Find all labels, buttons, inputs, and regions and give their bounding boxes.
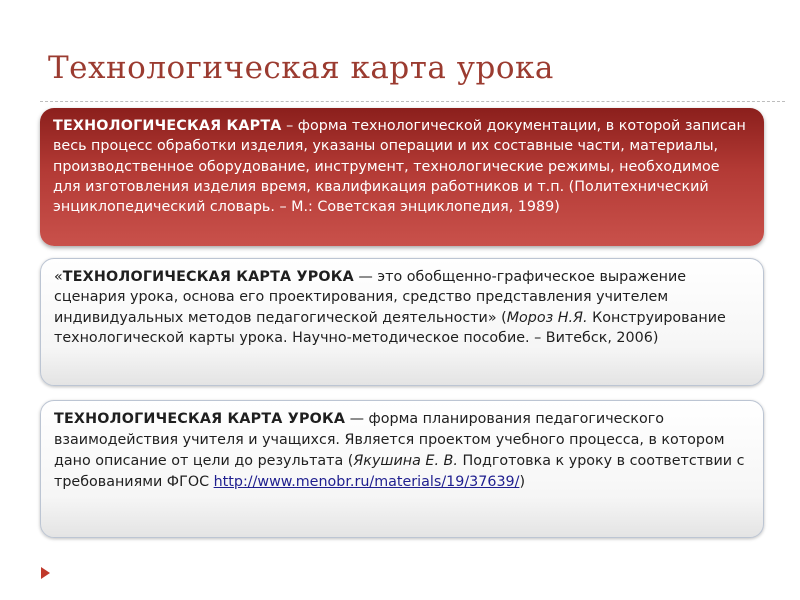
definition-body: — это обобщенно-графическое выражение сценария урока, основа его проектирования, средство представления учителем индивидуальных методов педагогической деятельности» (	[54, 269, 687, 326]
definition-text	[54, 267, 749, 348]
citation-author: Мороз Н.Я.	[506, 309, 588, 326]
citation-source: Подготовка к уроку в соответствии с требованиями ФГОС	[54, 453, 745, 490]
source-link[interactable]: http://www.menobr.ru/materials/19/37639/	[213, 474, 520, 490]
definition-term: ТЕХНОЛОГИЧЕСКАЯ КАРТА УРОКА	[62, 269, 354, 285]
definition-card-technological-map	[40, 108, 764, 246]
definition-card-lesson-map-yakushina	[40, 400, 764, 538]
citation-close: )	[519, 474, 526, 490]
definition-body: – форма технологической документации, в которой записан весь процесс обработки изделия, указаны операции и их составные части, материалы, производственное оборудование, инструмент, технологические режимы, необходимое для изготовления изделия время, квалификация работников и т.п. (Политехнический энциклопедический словарь. – М.: Советская энциклопедия, 1989)	[53, 118, 746, 216]
title-divider	[40, 101, 785, 102]
definition-text	[54, 409, 749, 493]
slide-title: Технологическая карта урока	[48, 50, 554, 86]
definition-card-lesson-map-moroz	[40, 258, 764, 386]
definition-text	[53, 116, 750, 217]
open-quote: «	[54, 269, 63, 285]
definition-term: ТЕХНОЛОГИЧЕСКАЯ КАРТА	[53, 118, 282, 134]
citation-author: Якушина Е. В.	[353, 453, 458, 469]
slide-marker-triangle-icon	[41, 567, 50, 579]
definition-body: — форма планирования педагогического взаимодействия учителя и учащихся. Является проектом учебного процесса, в котором дано описание от цели до результата (	[54, 411, 725, 469]
citation-source: Конструирование технологической карты урока. Научно-методическое пособие. – Витебск, 2006)	[54, 309, 726, 346]
definition-term: ТЕХНОЛОГИЧЕСКАЯ КАРТА УРОКА	[54, 411, 346, 427]
